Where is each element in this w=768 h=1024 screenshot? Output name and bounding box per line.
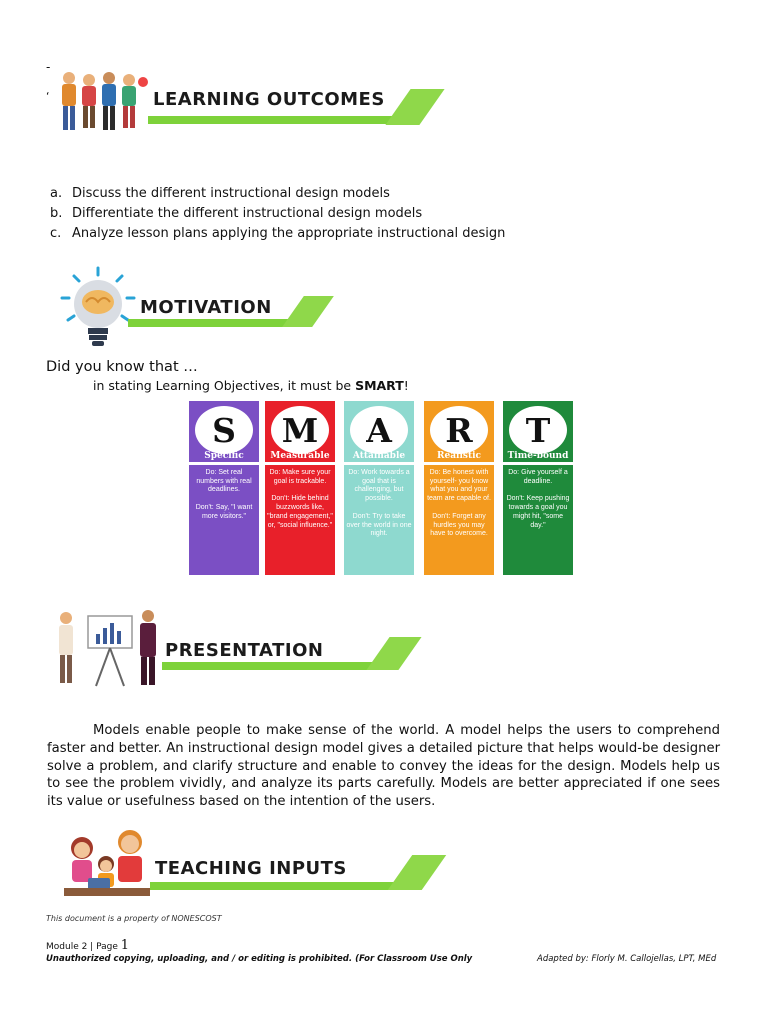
banner-slash: [388, 855, 447, 890]
family-laptop-icon: [60, 826, 155, 898]
smart-column-realistic: [424, 401, 494, 575]
banner-slash: [385, 89, 444, 125]
list-item: a. Discuss the different instructional design models: [50, 186, 390, 201]
smart-word: Realistic: [437, 451, 481, 461]
footer-module-page: Module 2 | Page 1: [46, 938, 129, 953]
smart-column-specific: [189, 401, 259, 575]
smart-word: Measurable: [270, 451, 330, 461]
section-title: PRESENTATION: [165, 640, 324, 661]
smart-body: Do: Make sure your goal is trackable. Don't: Hide behind buzzwords like, "brand engagement," or, "social influence.": [265, 465, 335, 575]
footer-notice: Unauthorized copying, uploading, and / or editing is prohibited. (For Classroom Use Only: [46, 954, 473, 964]
stray-dash: -: [46, 60, 51, 74]
smart-body: Do: Work towards a goal that is challenging, but possible. Don't: Try to take over the world in one night.: [344, 465, 414, 575]
banner-slash: [366, 637, 421, 670]
banner-underline: [150, 882, 415, 890]
list-item: c. Analyze lesson plans applying the appropriate instructional design: [50, 226, 506, 241]
presentation-paragraph: Models enable people to make sense of the world. A model helps the users to comprehend faster and better. An instructional design model gives a detailed picture that helps would-be designer solve a problem, and clarify structure and enable to convey the ideas for the design. Models help us to see the problem vividly, and analyze its parts carefully. Models are better appreciated if one sees its value or usefulness based on the intention of the users.: [47, 723, 720, 810]
smart-statement: in stating Learning Objectives, it must be SMART!: [93, 378, 409, 393]
smart-column-time-bound: [503, 401, 573, 575]
smart-word: Attainable: [352, 451, 406, 461]
banner-underline: [128, 319, 308, 327]
smart-word: Specific: [204, 451, 244, 461]
section-title: TEACHING INPUTS: [155, 858, 347, 879]
banner-underline: [148, 116, 413, 124]
smart-letter: T: [509, 406, 567, 454]
footer-property: This document is a property of NONESCOST: [46, 914, 222, 923]
people-group-icon: [55, 68, 150, 138]
footer-adapted-by: Adapted by: Florly M. Callojellas, LPT, MEd: [537, 954, 717, 964]
smart-word: Time-bound: [507, 451, 569, 461]
smart-body: Do: Give yourself a deadline. Don't: Keep pushing towards a goal you might hit, "some day.": [503, 465, 573, 575]
smart-letter: R: [430, 406, 488, 454]
list-item: b. Differentiate the different instructional design models: [50, 206, 423, 221]
smart-column-attainable: [344, 401, 414, 575]
smart-column-measurable: [265, 401, 335, 575]
lightbulb-brain-icon: [58, 266, 138, 348]
outcomes-list: [50, 184, 505, 244]
section-title: LEARNING OUTCOMES: [153, 89, 385, 110]
banner-slash: [282, 296, 334, 327]
smart-letter: S: [195, 406, 253, 454]
smart-letter: A: [350, 406, 408, 454]
section-title: MOTIVATION: [140, 297, 272, 318]
banner-underline: [162, 662, 392, 670]
page-number: 1: [120, 938, 129, 953]
smart-goals-graphic: [189, 401, 573, 575]
stray-tick: ‘: [46, 90, 50, 103]
motivation-intro: Did you know that …: [46, 359, 198, 375]
smart-letter: M: [271, 406, 329, 454]
smart-body: Do: Be honest with yourself- you know what you and your team are capable of. Don't: Forget any hurdles you may have to overcome.: [424, 465, 494, 575]
presenters-icon: [52, 608, 167, 690]
smart-body: Do: Set real numbers with real deadlines. Don't: Say, "I want more visitors.": [189, 465, 259, 575]
